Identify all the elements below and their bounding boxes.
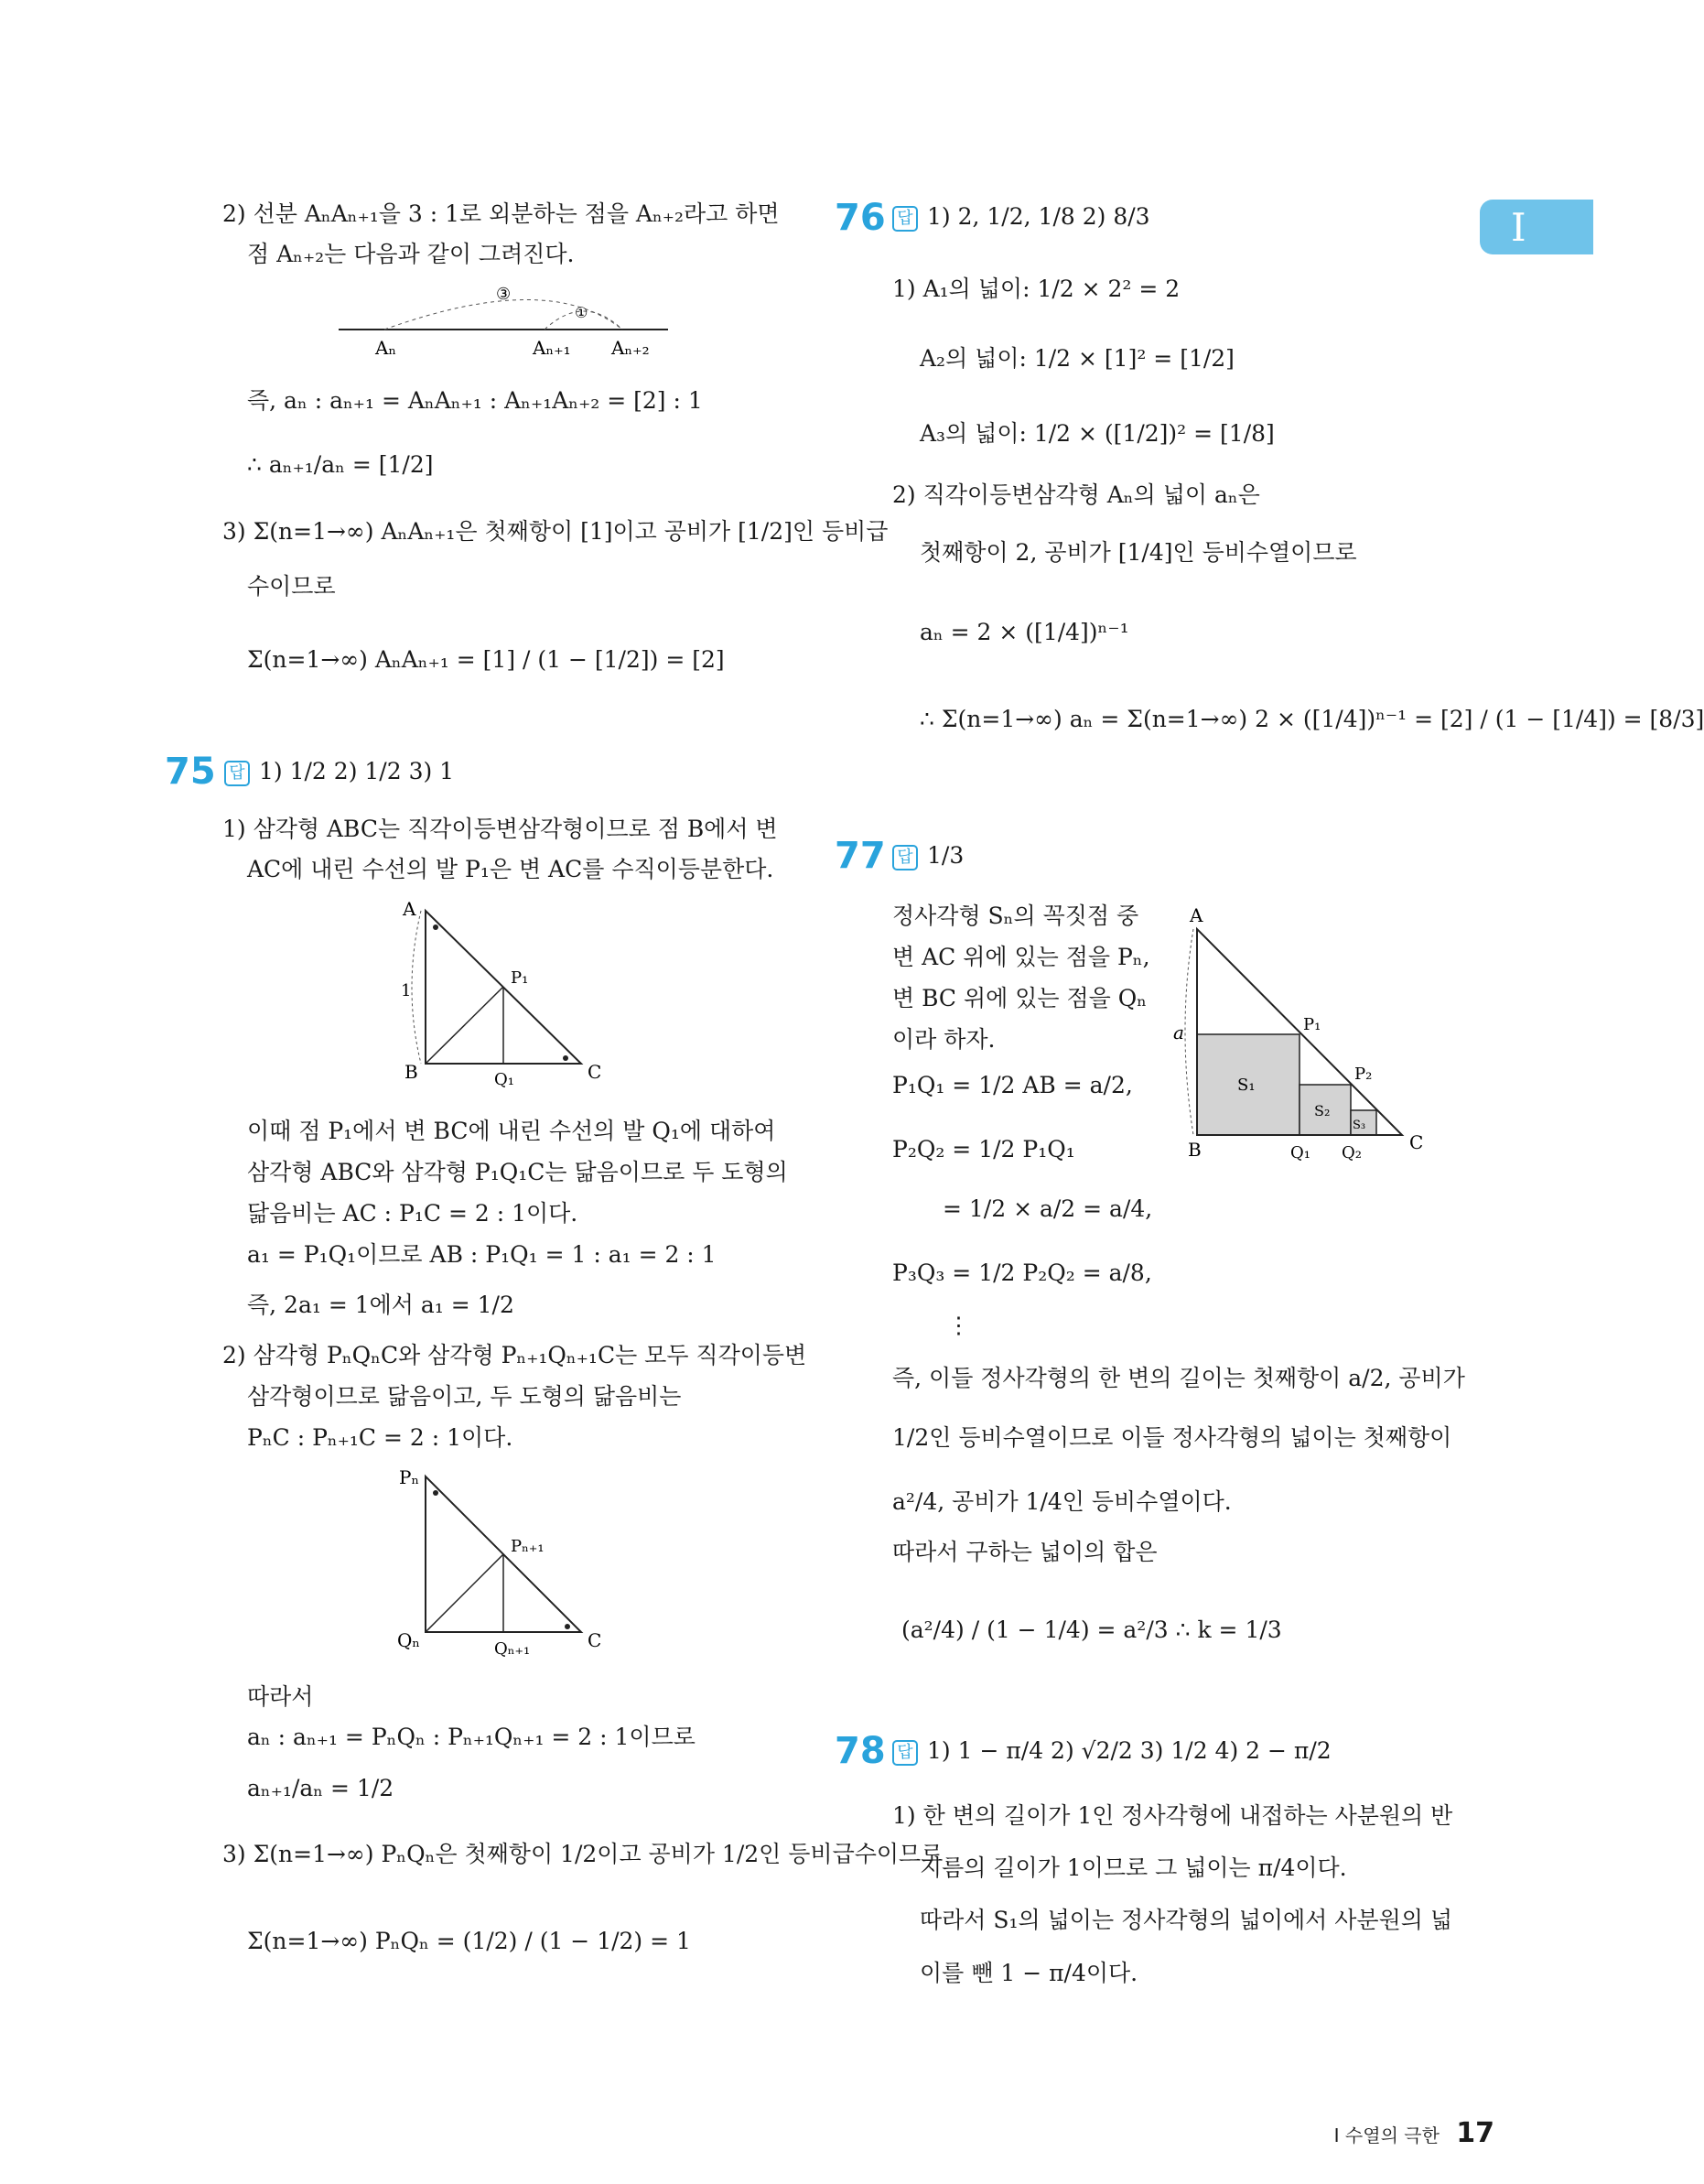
left-line-15: 2) 삼각형 PₙQₙC와 삼각형 Pₙ₊₁Qₙ₊₁C는 모두 직각이등변 [222, 1342, 807, 1368]
left-line-3: 즉, aₙ : aₙ₊₁ = AₙAₙ₊₁ : Aₙ₊₁Aₙ₊₂ = [2] : 1 [247, 387, 703, 414]
right-line-19: a²/4, 공비가 1/4인 등비수열이다. [892, 1488, 1232, 1515]
fig4-label-p2: P₂ [1354, 1065, 1373, 1084]
right-line-11: 이라 하자. [892, 1026, 996, 1053]
problem-76-answer [892, 203, 1150, 232]
left-line-6: 수이므로 [247, 573, 336, 600]
left-line-20: aₙ₊₁/aₙ = 1/2 [247, 1775, 394, 1801]
left-line-10: 이때 점 P₁에서 변 BC에 내린 수선의 발 Q₁에 대하여 [247, 1118, 776, 1144]
left-line-4: ∴ aₙ₊₁/aₙ = [1/2] [247, 451, 434, 478]
right-line-6: aₙ = 2 × ([1/4])ⁿ⁻¹ [920, 619, 1129, 645]
fig4-arc [1185, 929, 1193, 1135]
fig3-label-p: Pₙ [399, 1466, 420, 1488]
fig2-label-c: C [588, 1061, 602, 1083]
fig2-dot-c [563, 1055, 568, 1061]
fig1-b: Aₙ₊₁ [533, 337, 571, 359]
fig3-label-q: Qₙ [397, 1629, 421, 1651]
left-line-19: aₙ : aₙ₊₁ = PₙQₙ : Pₙ₊₁Qₙ₊₁ = 2 : 1이므로 [247, 1724, 696, 1750]
right-line-7: ∴ Σ(n=1→∞) aₙ = Σ(n=1→∞) 2 × ([1/4])ⁿ⁻¹ = [2] / (1 − [1/4]) = [8/3] [920, 706, 1704, 732]
right-line-18: 1/2인 등비수열이므로 이들 정사각형의 넓이는 첫째항이 [892, 1424, 1452, 1451]
problem-78-number: 78 [835, 1730, 886, 1772]
fig3-dot-p [433, 1490, 438, 1496]
page-number: 17 [1456, 2117, 1494, 2149]
problem-77-number: 77 [835, 835, 886, 877]
left-line-21: 3) Σ(n=1→∞) PₙQₙ은 첫째항이 1/2이고 공비가 1/2인 등비급수이므로 [222, 1841, 944, 1867]
fig1-c: Aₙ₊₂ [611, 337, 650, 359]
problem-75-answer [224, 758, 454, 786]
fig2-label-b: B [404, 1061, 418, 1083]
fig2-label-side: 1 [401, 981, 412, 1000]
answer-77-text: 1/3 [927, 842, 965, 869]
right-line-15: P₃Q₃ = 1/2 P₂Q₂ = a/8, [892, 1260, 1152, 1286]
right-line-24: 따라서 S₁의 넓이는 정사각형의 넓이에서 사분원의 넓 [920, 1907, 1452, 1933]
right-line-21: (a²/4) / (1 − 1/4) = a²/3 ∴ k = 1/3 [901, 1616, 1282, 1643]
left-line-9: AC에 내린 수선의 발 P₁은 변 AC를 수직이등분한다. [247, 856, 774, 882]
problem-75-number: 75 [165, 751, 216, 793]
fig4-label-q2: Q₂ [1342, 1143, 1362, 1162]
problem-76-number: 76 [835, 197, 886, 239]
left-line-16: 삼각형이므로 닮음이고, 두 도형의 닮음비는 [247, 1383, 682, 1410]
fig2-arc [412, 911, 421, 1064]
fig2-label-p: P₁ [511, 968, 529, 988]
fig4-label-side: a [1173, 1022, 1184, 1043]
left-line-12: 닮음비는 AC : P₁C = 2 : 1이다. [247, 1200, 578, 1227]
chapter-tab-label: I [1511, 204, 1526, 250]
left-line-7: Σ(n=1→∞) AₙAₙ₊₁ = [1] / (1 − [1/2]) = [2] [247, 646, 725, 673]
answer-75-text: 1) 1/2 2) 1/2 3) 1 [259, 758, 455, 784]
left-line-1: 2) 선분 AₙAₙ₊₁을 3 : 1로 외분하는 점을 Aₙ₊₂라고 하면 [222, 200, 780, 227]
left-line-11: 삼각형 ABC와 삼각형 P₁Q₁C는 닮음이므로 두 도형의 [247, 1159, 788, 1185]
fig2-label-q: Q₁ [494, 1070, 514, 1089]
right-line-17: 즉, 이들 정사각형의 한 변의 길이는 첫째항이 a/2, 공비가 [892, 1365, 1465, 1391]
fig1-a: Aₙ [375, 337, 397, 359]
answer-78-text: 1) 1 − π/4 2) √2/2 3) 1/2 4) 2 − π/2 [927, 1737, 1332, 1764]
right-line-22: 1) 한 변의 길이가 1인 정사각형에 내접하는 사분원의 반 [892, 1802, 1453, 1829]
left-line-18: 따라서 [247, 1683, 314, 1710]
fig4-label-b: B [1188, 1139, 1202, 1161]
fig3-diag [426, 1554, 503, 1632]
right-line-2: A₂의 넓이: 1/2 × [1]² = [1/2] [920, 345, 1235, 372]
fig4-label-c: C [1409, 1131, 1424, 1153]
left-line-22: Σ(n=1→∞) PₙQₙ = (1/2) / (1 − 1/2) = 1 [247, 1928, 691, 1954]
right-line-8: 정사각형 Sₙ의 꼭짓점 중 [892, 903, 1139, 929]
left-line-17: PₙC : Pₙ₊₁C = 2 : 1이다. [247, 1424, 513, 1451]
right-line-5: 첫째항이 2, 공비가 [1/4]인 등비수열이므로 [920, 539, 1357, 566]
problem-78-answer [892, 1737, 1332, 1766]
fig4-label-s1: S₁ [1237, 1076, 1256, 1095]
answer-badge-75: 답 [224, 761, 250, 786]
answer-badge-77: 답 [892, 845, 918, 870]
fig3-label-c: C [588, 1629, 602, 1651]
fig1-c3: ③ [496, 285, 512, 304]
fig4-label-q1: Q₁ [1290, 1143, 1310, 1162]
left-line-2: 점 Aₙ₊₂는 다음과 같이 그려진다. [247, 241, 575, 267]
fig3-label-p1: Pₙ₊₁ [511, 1537, 545, 1556]
fig4-label-s3: S₃ [1353, 1119, 1366, 1132]
right-line-9: 변 AC 위에 있는 점을 Pₙ, [892, 944, 1150, 970]
footer-section: I 수열의 극한 [1333, 2125, 1440, 2146]
figure-triangle-abc [394, 897, 613, 1094]
fig2-label-a: A [403, 898, 416, 920]
right-line-4: 2) 직각이등변삼각형 Aₙ의 넓이 aₙ은 [892, 481, 1260, 508]
right-line-12: P₁Q₁ = 1/2 AB = a/2, [892, 1072, 1133, 1098]
figure-squares-in-triangle [1162, 902, 1437, 1167]
problem-77-answer [892, 842, 964, 870]
page-footer [1334, 2117, 1494, 2149]
right-line-13: P₂Q₂ = 1/2 P₁Q₁ [892, 1136, 1075, 1162]
chapter-tab [1480, 200, 1593, 254]
fig3-dot-c [565, 1624, 570, 1629]
fig2-dot-a [433, 924, 438, 930]
fig4-label-a: A [1190, 904, 1203, 926]
fig4-label-s2: S₂ [1314, 1102, 1331, 1119]
right-line-16: ⋮ [947, 1312, 970, 1338]
answer-76-text: 1) 2, 1/2, 1/8 2) 8/3 [927, 203, 1150, 230]
answer-badge-76: 답 [892, 206, 918, 232]
fig4-label-p1: P₁ [1303, 1015, 1321, 1034]
fig3-label-q1: Qₙ₊₁ [494, 1639, 531, 1659]
figure-external-division [329, 279, 677, 366]
right-line-23: 지름의 길이가 1이므로 그 넓이는 π/4이다. [920, 1854, 1347, 1881]
fig2-bp [426, 987, 503, 1064]
right-line-14: = 1/2 × a/2 = a/4, [943, 1195, 1153, 1222]
left-line-13: a₁ = P₁Q₁이므로 AB : P₁Q₁ = 1 : a₁ = 2 : 1 [247, 1241, 717, 1268]
left-line-14: 즉, 2a₁ = 1에서 a₁ = 1/2 [247, 1292, 514, 1318]
right-line-25: 이를 뺀 1 − π/4이다. [920, 1960, 1138, 1986]
right-line-1: 1) A₁의 넓이: 1/2 × 2² = 2 [892, 276, 1181, 302]
answer-badge-78: 답 [892, 1740, 918, 1766]
right-line-3: A₃의 넓이: 1/2 × ([1/2])² = [1/8] [920, 420, 1275, 447]
fig1-c1: ① [575, 304, 588, 321]
left-line-5: 3) Σ(n=1→∞) AₙAₙ₊₁은 첫째항이 [1]이고 공비가 [1/2]인 등비급 [222, 518, 889, 545]
figure-triangle-pqc [394, 1460, 613, 1661]
right-line-10: 변 BC 위에 있는 점을 Qₙ [892, 985, 1148, 1011]
right-line-20: 따라서 구하는 넓이의 합은 [892, 1539, 1158, 1565]
left-line-8: 1) 삼각형 ABC는 직각이등변삼각형이므로 점 B에서 변 [222, 816, 778, 842]
